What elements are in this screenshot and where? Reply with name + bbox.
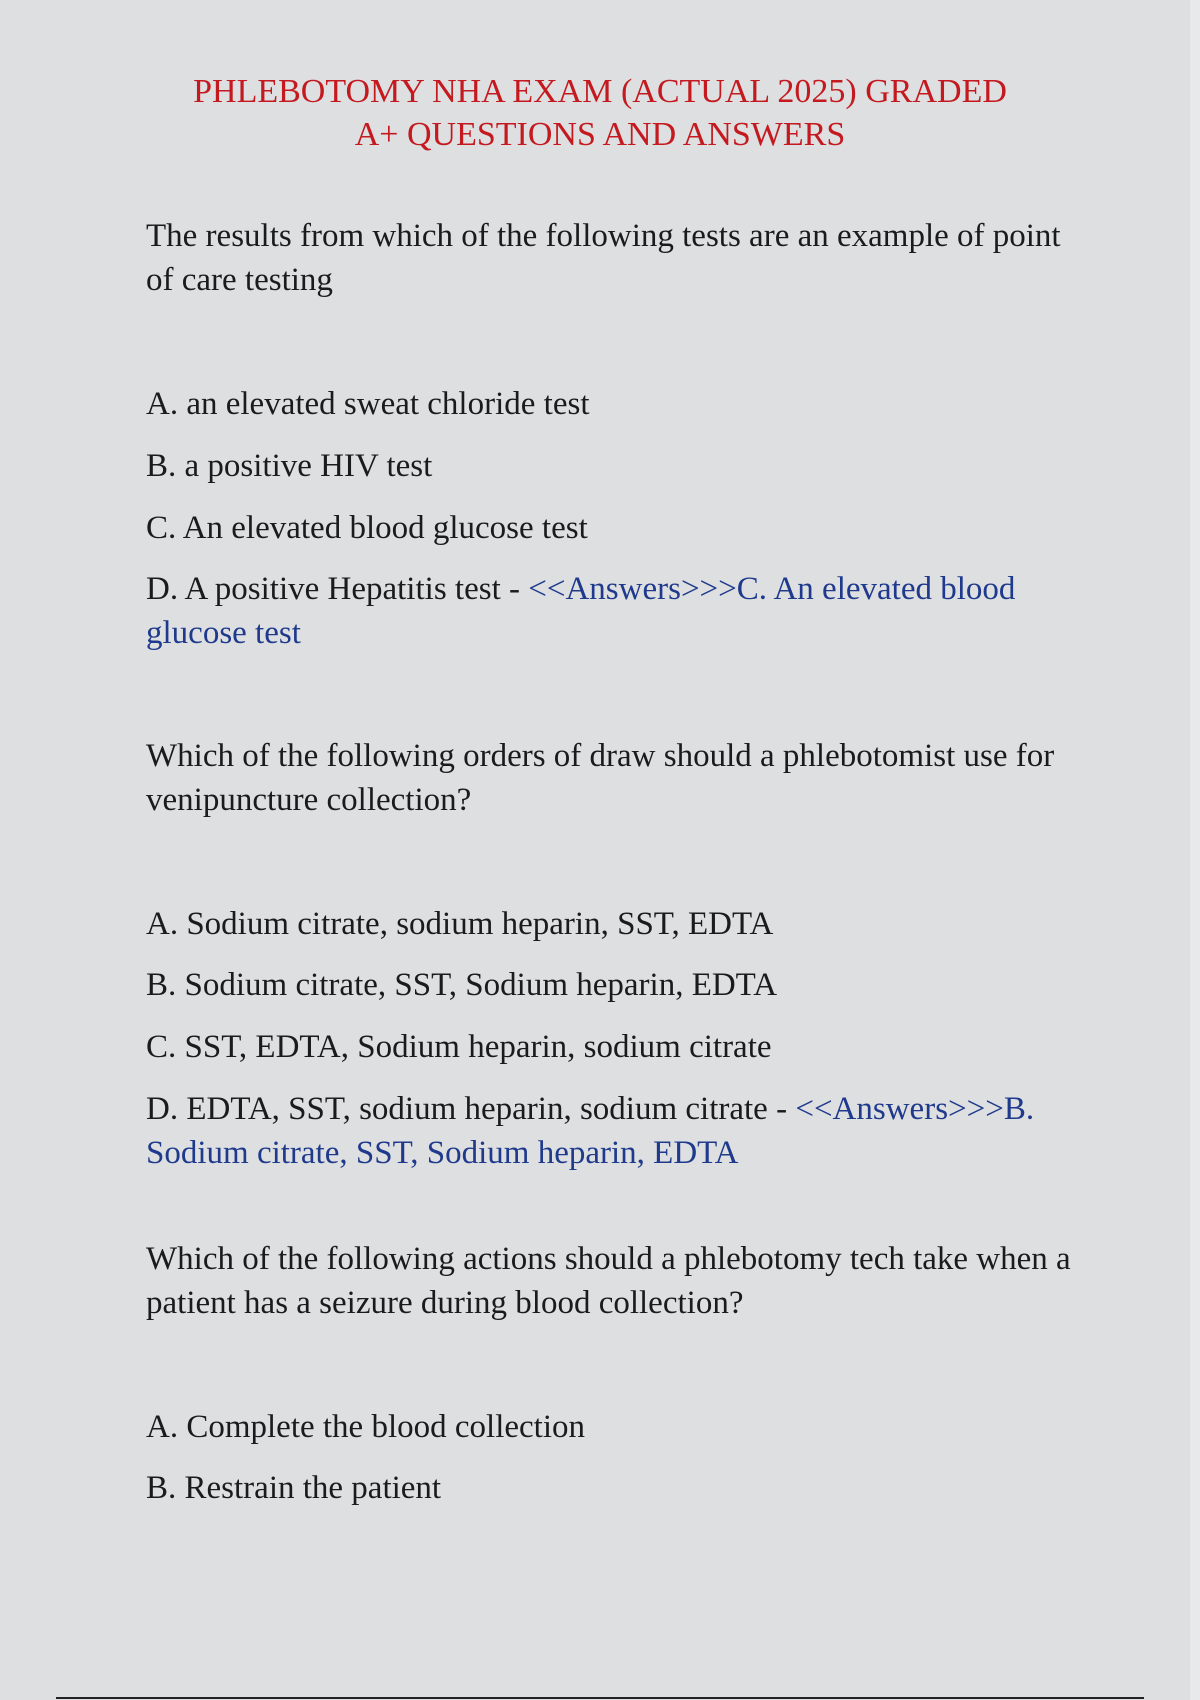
question-2-option-d [146,1087,1076,1175]
question-2-text: Which of the following orders of draw should a phlebotomist use for venipuncture collection? [146,738,1055,818]
question-1-answer: <<Answers>>>C. An elevated blood glucose test [146,571,1016,651]
question-2-option-d-label: D. EDTA, SST, sodium heparin, sodium citrate - [146,1091,796,1127]
question-1-option-d [146,567,1076,655]
question-1-option-a: A. an elevated sweat chloride test [146,386,590,422]
document-title [0,70,1200,156]
title-line-2: A+ QUESTIONS AND ANSWERS [354,116,846,153]
question-2-option-b: B. Sodium citrate, SST, Sodium heparin, EDTA [146,967,778,1003]
question-1-option-c: C. An elevated blood glucose test [146,510,588,546]
question-1-option-d-label: D. A positive Hepatitis test - [146,571,529,607]
question-3-option-b: B. Restrain the patient [146,1470,442,1506]
question-3-option-a: A. Complete the blood collection [146,1409,585,1445]
question-1-option-b: B. a positive HIV test [146,448,433,484]
question-2-option-c: C. SST, EDTA, Sodium heparin, sodium citrate [146,1029,772,1065]
title-line-1: PHLEBOTOMY NHA EXAM (ACTUAL 2025) GRADED [193,73,1007,110]
page-divider [56,1697,1144,1699]
question-1-text: The results from which of the following tests are an example of point of care testing [146,218,1061,298]
question-2-answer: <<Answers>>>B. Sodium citrate, SST, Sodium heparin, EDTA [146,1091,1035,1171]
question-3-text: Which of the following actions should a phlebotomy tech take when a patient has a seizure during blood collection? [146,1241,1071,1321]
question-2-option-a: A. Sodium citrate, sodium heparin, SST, EDTA [146,906,774,942]
